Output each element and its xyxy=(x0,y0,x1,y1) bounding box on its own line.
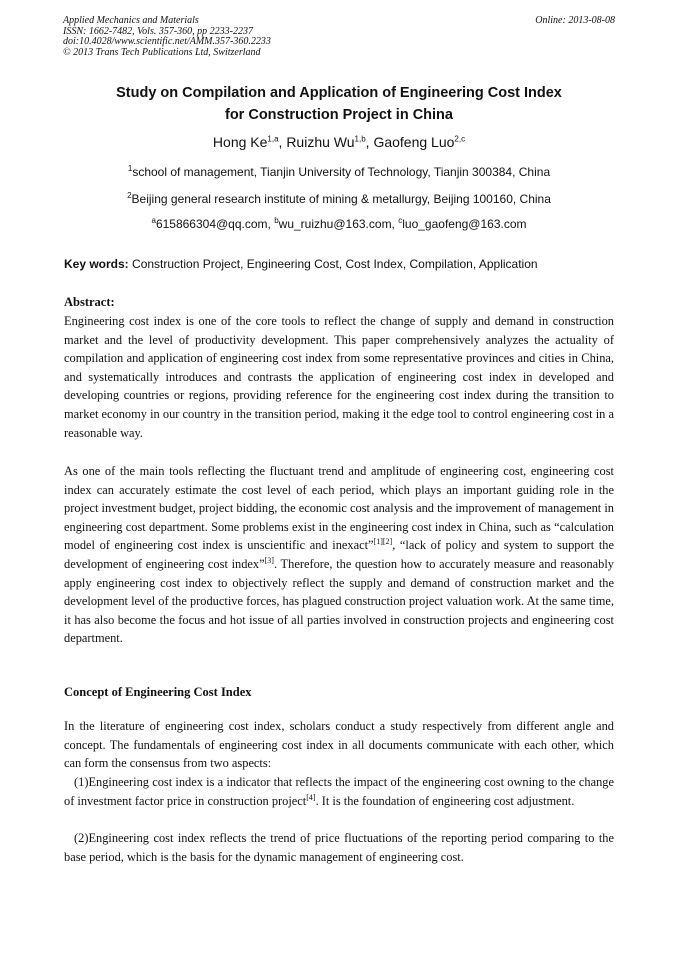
journal-name: Applied Mechanics and Materials xyxy=(63,15,199,26)
author-separator: , xyxy=(365,134,374,150)
affiliation-sup: 2 xyxy=(127,191,132,200)
concept-item-1 xyxy=(64,773,614,810)
journal-header xyxy=(63,16,615,58)
affiliation-text: Beijing general research institute of mining & metallurgy, Beijing 100160, China xyxy=(131,192,551,206)
section-heading: Concept of Engineering Cost Index xyxy=(64,685,252,699)
author-separator: , xyxy=(278,134,287,150)
affiliation-2 xyxy=(63,192,615,206)
doi-line: doi:10.4028/www.scientific.net/AMM.357-360.2233 xyxy=(63,36,271,48)
email-text: wu_ruizhu@163.com, xyxy=(278,217,399,231)
affiliation-sup: 1 xyxy=(127,164,133,173)
keywords-label: Key words: xyxy=(64,257,129,271)
intro-paragraph xyxy=(64,462,614,648)
abstract-heading: Abstract: xyxy=(64,295,115,309)
email-text: 615866304@qq.com, xyxy=(155,217,275,231)
title-line-2: for Construction Project in China xyxy=(225,107,453,123)
copyright-line: © 2013 Trans Tech Publications Ltd, Switzerland xyxy=(63,46,261,58)
email-sup: c xyxy=(398,216,403,225)
author-name: Ruizhu Wu xyxy=(286,134,355,150)
item-text: (1)Engineering cost index is a indicator that reflects the impact of the engineering cost owning to the change of investment factor price in construction project xyxy=(64,775,614,808)
citation-ref: [4] xyxy=(306,792,316,802)
title-line-1: Study on Compilation and Application of Engineering Cost Index xyxy=(116,85,562,101)
citation-ref: [3] xyxy=(264,555,274,565)
item-text: . It is the foundation of engineering cost adjustment. xyxy=(315,793,575,808)
author-sup: 1,a xyxy=(267,134,279,144)
keywords-text: Construction Project, Engineering Cost, Cost Index, Compilation, Application xyxy=(128,257,538,271)
online-date: Online: 2013-08-08 xyxy=(535,15,615,26)
author-sup: 2,c xyxy=(454,134,466,144)
intro-text: As one of the main tools reflecting the fluctuant trend and amplitude of engineering cost, engineering cost index can accurately estimate the cost level of each period, which plays an important guiding role in the project investment budget, project bidding, the economic cost analysis and the improvement of management in engineering cost department. Some problems exist in the engineering cost index in China, such as “calculation model of engineering cost index is unscientific and inexact” xyxy=(64,464,614,553)
email-text: luo_gaofeng@163.com xyxy=(402,217,527,231)
email-sup: a xyxy=(151,216,156,225)
affiliation-text: school of management, Tianjin University of Technology, Tianjin 300384, China xyxy=(132,165,551,179)
author-emails xyxy=(63,217,615,231)
email-sup: b xyxy=(274,216,279,225)
concept-item-2: (2)Engineering cost index reflects the trend of price fluctuations of the reporting period comparing to the base period, which is the basis for the dynamic management of engineering cost. xyxy=(64,831,614,864)
paper-title xyxy=(63,82,615,126)
affiliation-1 xyxy=(63,165,615,179)
issn-line: ISSN: 1662-7482, Vols. 357-360, pp 2233-2237 xyxy=(63,25,253,37)
intro-text: , “lack of policy and system to support the development of engineering cost index” xyxy=(64,538,614,571)
citation-ref: [1][2] xyxy=(373,537,393,547)
author-list xyxy=(63,133,615,151)
author-name: Hong Ke xyxy=(212,134,268,150)
author-sup: 1,b xyxy=(354,134,366,144)
abstract-text: Engineering cost index is one of the core tools to reflect the change of supply and demand in construction market and the level of productivity development. This paper comprehensively analyzes the actuality of compilation and application of engineering cost index from some representative provinces and cities in China, and systematically introduces and contrasts the application of engineering cost index in developed and developing countries or regions, providing reference for the engineering cost index during the transition to market economy in our country in the transition period, making it the edge tool to control engineering cost in a reasonable way. xyxy=(64,314,614,440)
author-name: Gaofeng Luo xyxy=(373,134,455,150)
intro-text: . Therefore, the question how to accurately measure and reasonably apply engineering cost index to objectively reflect the supply and demand of construction market and the development level of the productive forces, has plagued construction project valuation work. At the same time, it has also become the focus and hot issue of all parties involved in construction projects and engineering cost department. xyxy=(64,556,615,646)
concept-paragraph: In the literature of engineering cost index, scholars conduct a study respectively from different angle and concept. The fundamentals of engineering cost index in all documents communicate with each other, which can form the consensus from two aspects: xyxy=(64,719,614,771)
keywords xyxy=(64,257,616,271)
